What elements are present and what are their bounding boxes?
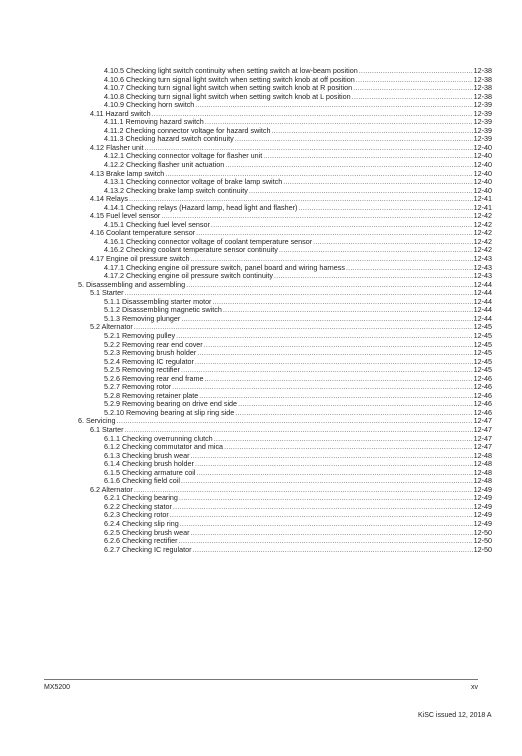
toc-entry-page: 12-48: [473, 467, 492, 477]
toc-entry-page: 12-48: [473, 459, 492, 469]
toc-dot-leader: [263, 152, 472, 161]
toc-entry-title: 6.2.1 Checking bearing: [104, 493, 178, 503]
toc-entry-page: 12-49: [473, 493, 492, 503]
toc-entry[interactable]: [78, 409, 492, 418]
toc-entry-title: 6.2.2 Checking stator: [104, 501, 172, 511]
toc-entry-title: 4.16 Coolant temperature sensor: [90, 228, 196, 238]
toc-dot-leader: [211, 221, 473, 230]
toc-entry[interactable]: [78, 477, 492, 486]
toc-entry-title: 6.2.6 Checking rectifier: [104, 536, 178, 546]
toc-entry-page: 12-46: [473, 373, 492, 383]
toc-entry-title: 5.1 Starter: [90, 288, 124, 298]
toc-dot-leader: [195, 460, 473, 469]
toc-entry-title: 4.17 Engine oil pressure switch: [90, 254, 190, 264]
toc-entry-title: 5.2.5 Removing rectifier: [104, 365, 180, 375]
toc-dot-leader: [271, 127, 472, 136]
toc-dot-leader: [181, 315, 472, 324]
toc-dot-leader: [352, 93, 473, 102]
toc-dot-leader: [117, 417, 473, 426]
toc-entry-title: 4.10.5 Checking light switch continuity when setting switch at low-beam position: [104, 66, 358, 75]
toc-entry-title: 4.10.7 Checking turn signal light switch when setting switch knob at R position: [104, 83, 353, 93]
toc-entry-page: 12-47: [473, 416, 492, 426]
table-of-contents: [78, 67, 492, 554]
toc-entry-page: 12-41: [473, 194, 492, 204]
toc-entry-page: 12-49: [473, 501, 492, 511]
toc-entry-page: 12-47: [473, 433, 492, 443]
toc-entry-page: 12-40: [473, 177, 492, 187]
toc-entry-title: 6.2.3 Checking rotor: [104, 510, 169, 520]
toc-dot-leader: [191, 452, 473, 461]
toc-entry-title: 5.1.2 Disassembling magnetic switch: [104, 305, 222, 315]
toc-entry-page: 12-49: [473, 518, 492, 528]
toc-entry-page: 12-46: [473, 390, 492, 400]
toc-entry-title: 4.11.3 Checking hazard switch continuity: [104, 134, 234, 144]
footer-page-number: xv: [471, 684, 478, 691]
toc-entry-page: 12-46: [473, 399, 492, 409]
toc-entry-page: 12-47: [473, 424, 492, 434]
toc-entry-page: 12-38: [473, 83, 492, 93]
toc-entry-title: 5.2.4 Removing IC regulator: [104, 356, 194, 366]
toc-entry-page: 12-48: [473, 476, 492, 486]
toc-dot-leader: [274, 272, 473, 281]
toc-dot-leader: [191, 529, 473, 538]
toc-entry-title: 4.12.2 Checking flasher unit actuation: [104, 160, 225, 170]
toc-entry-title: 5.2.2 Removing rear end cover: [104, 339, 203, 349]
toc-dot-leader: [199, 392, 472, 401]
toc-entry-page: 12-42: [473, 228, 492, 238]
toc-entry-title: 4.15 Fuel level sensor: [90, 211, 161, 221]
toc-dot-leader: [195, 358, 473, 367]
toc-entry-page: 12-44: [473, 288, 492, 298]
toc-entry-page: 12-39: [473, 125, 492, 135]
toc-dot-leader: [181, 366, 473, 375]
footer-model: MX5200: [44, 684, 71, 691]
toc-entry-title: 4.13 Brake lamp switch: [90, 168, 165, 178]
toc-entry-title: 6.1.4 Checking brush holder: [104, 459, 194, 469]
toc-dot-leader: [298, 204, 472, 213]
toc-entry-title: 6. Servicing: [78, 416, 116, 426]
toc-entry-page: 12-44: [473, 296, 492, 306]
toc-dot-leader: [173, 503, 473, 512]
toc-entry-title: 4.10.6 Checking turn signal light switch when setting switch knob at off position: [104, 74, 355, 84]
toc-entry-title: 6.2.5 Checking brush wear: [104, 527, 190, 537]
toc-entry-page: 12-50: [473, 527, 492, 537]
toc-entry-title: 5.2.3 Removing brush holder: [104, 348, 197, 358]
toc-entry-title: 4.17.2 Checking engine oil pressure switch continuity: [104, 271, 274, 281]
toc-entry-page: 12-46: [473, 382, 492, 392]
toc-dot-leader: [195, 101, 472, 110]
toc-entry-title: 6.1.5 Checking armature coil: [104, 467, 196, 477]
toc-entry-title: 4.16.2 Checking coolant temperature sensor continuity: [104, 245, 278, 255]
toc-entry-page: 12-50: [473, 536, 492, 546]
toc-dot-leader: [356, 76, 473, 85]
toc-dot-leader: [212, 298, 472, 307]
toc-entry-title: 4.15.1 Checking fuel level sensor: [104, 219, 210, 229]
toc-entry-title: 5.1.1 Disassembling starter motor: [104, 296, 212, 306]
toc-dot-leader: [346, 264, 473, 273]
toc-entry-page: 12-45: [473, 330, 492, 340]
toc-entry-page: 12-47: [473, 442, 492, 452]
toc-entry[interactable]: [78, 546, 492, 555]
toc-entry-title: 4.10.9 Checking horn switch: [104, 100, 195, 110]
toc-dot-leader: [170, 511, 473, 520]
toc-entry-title: 5.2.10 Removing bearing at slip ring side: [104, 407, 235, 417]
toc-dot-leader: [238, 400, 473, 409]
toc-entry-page: 12-42: [473, 245, 492, 255]
toc-entry-page: 12-40: [473, 168, 492, 178]
toc-entry-page: 12-45: [473, 339, 492, 349]
toc-entry-title: 5.2.9 Removing bearing on drive end side: [104, 399, 238, 409]
toc-entry-page: 12-40: [473, 160, 492, 170]
toc-dot-leader: [204, 341, 473, 350]
toc-entry-title: 4.11.1 Removing hazard switch: [104, 117, 204, 127]
toc-entry-page: 12-48: [473, 450, 492, 460]
toc-entry-page: 12-39: [473, 117, 492, 127]
toc-entry-title: 5.1.3 Removing plunger: [104, 313, 181, 323]
toc-entry-title: 4.11.2 Checking connector voltage for hazard switch: [104, 125, 271, 135]
toc-entry-title: 4.13.2 Checking brake lamp switch continuity: [104, 185, 248, 195]
toc-entry-page: 12-43: [473, 262, 492, 272]
toc-entry-title: 6.1.1 Checking overrunning clutch: [104, 433, 213, 443]
toc-entry-page: 12-49: [473, 510, 492, 520]
toc-entry[interactable]: [78, 187, 492, 196]
toc-dot-leader: [181, 477, 473, 486]
toc-entry-title: 6.1.3 Checking brush wear: [104, 450, 190, 460]
toc-dot-leader: [193, 546, 473, 555]
toc-entry-page: 12-44: [473, 313, 492, 323]
toc-entry-page: 12-45: [473, 356, 492, 366]
toc-dot-leader: [235, 409, 472, 418]
toc-entry-page: 12-43: [473, 254, 492, 264]
toc-entry-page: 12-42: [473, 236, 492, 246]
toc-entry-page: 12-45: [473, 365, 492, 375]
toc-entry-page: 12-43: [473, 271, 492, 281]
toc-entry-page: 12-39: [473, 108, 492, 118]
toc-entry-title: 4.10.8 Checking turn signal light switch when setting switch knob at L position: [104, 91, 351, 101]
toc-entry-page: 12-45: [473, 348, 492, 358]
toc-entry-page: 12-38: [473, 91, 492, 101]
toc-dot-leader: [249, 187, 473, 196]
toc-entry-title: 5.2.8 Removing retainer plate: [104, 390, 199, 400]
toc-entry-page: 12-40: [473, 185, 492, 195]
toc-entry-page: 12-42: [473, 211, 492, 221]
toc-dot-leader: [180, 520, 473, 529]
toc-entry-title: 4.12.1 Checking connector voltage for flasher unit: [104, 151, 263, 161]
toc-entry-title: 6.1.2 Checking commutator and mica: [104, 442, 224, 452]
toc-dot-leader: [359, 67, 473, 76]
toc-dot-leader: [283, 178, 472, 187]
toc-entry-title: 4.12 Flasher unit: [90, 142, 144, 152]
toc-dot-leader: [313, 238, 472, 247]
toc-dot-leader: [134, 486, 473, 495]
toc-dot-leader: [225, 161, 472, 170]
toc-entry-page: 12-46: [473, 407, 492, 417]
footer-divider: [44, 679, 478, 680]
toc-entry-title: 5.2.6 Removing rear end frame: [104, 373, 204, 383]
toc-dot-leader: [279, 246, 473, 255]
toc-entry-page: 12-39: [473, 100, 492, 110]
toc-dot-leader: [186, 281, 473, 290]
toc-entry-title: 4.13.1 Checking connector voltage of brake lamp switch: [104, 177, 283, 187]
toc-dot-leader: [179, 494, 473, 503]
toc-entry-page: 12-40: [473, 151, 492, 161]
toc-entry-title: 6.1 Starter: [90, 424, 124, 434]
toc-entry-title: 4.11 Hazard switch: [90, 108, 151, 118]
toc-entry[interactable]: [78, 417, 492, 426]
toc-entry[interactable]: [78, 281, 492, 290]
toc-entry-page: 12-41: [473, 202, 492, 212]
toc-entry-page: 12-45: [473, 322, 492, 332]
toc-entry-title: 6.2 Alternator: [90, 484, 133, 494]
toc-dot-leader: [179, 537, 473, 546]
toc-entry-title: 5.2.7 Removing rotor: [104, 382, 172, 392]
toc-entry-page: 12-39: [473, 134, 492, 144]
toc-entry-page: 12-40: [473, 142, 492, 152]
toc-entry[interactable]: [78, 315, 492, 324]
toc-dot-leader: [223, 306, 473, 315]
toc-entry-title: 4.14.1 Checking relays (Hazard lamp, head light and flasher): [104, 202, 298, 212]
toc-dot-leader: [197, 469, 473, 478]
toc-entry-title: 6.1.6 Checking field coil: [104, 476, 180, 486]
toc-entry-page: 12-50: [473, 544, 492, 554]
toc-dot-leader: [353, 84, 473, 93]
issue-note: KiSC issued 12, 2018 A: [418, 712, 492, 719]
toc-dot-leader: [214, 435, 473, 444]
toc-dot-leader: [176, 332, 472, 341]
toc-entry-title: 5. Disassembling and assembling: [78, 279, 186, 289]
toc-entry-title: 4.14 Relays: [90, 194, 128, 204]
toc-dot-leader: [204, 375, 472, 384]
toc-entry-page: 12-44: [473, 305, 492, 315]
toc-entry-title: 6.2.4 Checking slip ring: [104, 518, 179, 528]
toc-entry-title: 4.17.1 Checking engine oil pressure switch, panel board and wiring harness: [104, 262, 345, 272]
toc-dot-leader: [235, 135, 473, 144]
toc-entry-title: 5.2.1 Removing pulley: [104, 330, 176, 340]
toc-entry-title: 5.2 Alternator: [90, 322, 133, 332]
toc-entry-title: 4.16.1 Checking connector voltage of coolant temperature sensor: [104, 236, 313, 246]
toc-entry-page: 12-42: [473, 219, 492, 229]
toc-entry-title: 6.2.7 Checking IC regulator: [104, 544, 192, 554]
toc-dot-leader: [197, 349, 472, 358]
toc-dot-leader: [172, 383, 472, 392]
toc-entry-page: 12-49: [473, 484, 492, 494]
toc-dot-leader: [224, 443, 473, 452]
toc-entry-page: 12-38: [473, 74, 492, 84]
toc-entry-page: 12-38: [473, 66, 492, 75]
toc-entry-page: 12-44: [473, 279, 492, 289]
toc-dot-leader: [134, 323, 473, 332]
